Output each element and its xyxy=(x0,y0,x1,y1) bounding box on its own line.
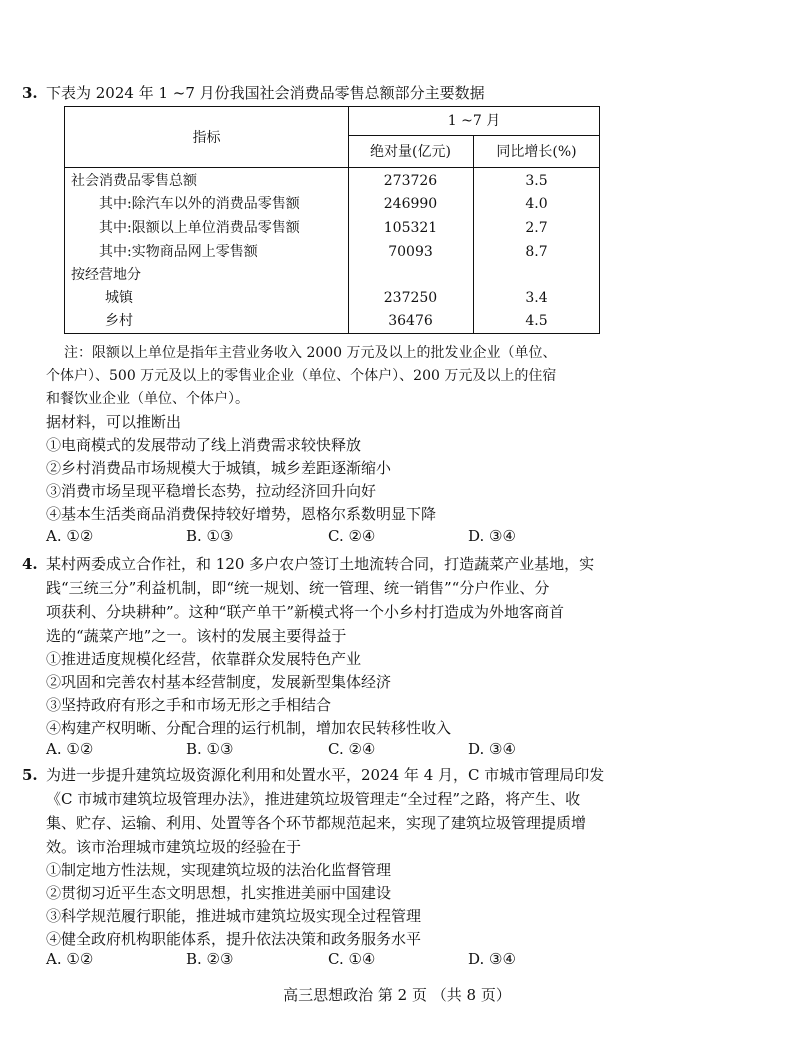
q4-text-line: 某村两委成立合作社，和 120 多户农户签订土地流转合同，打造蔬菜产业基地，实 xyxy=(46,555,595,573)
q4-text-line: 项获利、分块耕种”。这种“联产单干”新模式将一个小乡村打造成为外地客商首 xyxy=(46,603,565,621)
row-growth: 4.5 xyxy=(525,313,548,329)
row-value: 273726 xyxy=(383,173,438,189)
row-value: 246990 xyxy=(383,196,438,212)
row-growth: 2.7 xyxy=(525,220,548,236)
row-value: 237250 xyxy=(383,290,438,306)
row-label: 乡村 xyxy=(105,313,133,329)
row-label: 其中:限额以上单位消费品零售额 xyxy=(99,220,300,236)
row-label: 其中:除汽车以外的消费品零售额 xyxy=(99,196,300,212)
option-d[interactable]: D. ③④ xyxy=(468,527,516,545)
q5-item: ①制定地方性法规，实现建筑垃圾的法治化监督管理 xyxy=(46,861,392,879)
q4-item: ③坚持政府有形之手和市场无形之手相结合 xyxy=(46,696,332,714)
option-d[interactable]: D. ③④ xyxy=(468,740,516,758)
page-footer: 高三思想政治 第 2 页 （共 8 页） xyxy=(283,986,511,1004)
q5-options xyxy=(46,948,566,970)
note-line: 和餐饮业企业（单位、个体户）。 xyxy=(46,391,249,407)
row-label: 其中:实物商品网上零售额 xyxy=(99,244,258,260)
q4-item: ②巩固和完善农村基本经营制度，发展新型集体经济 xyxy=(46,673,392,691)
row-value: 105321 xyxy=(383,220,438,236)
q5-text-line: 为进一步提升建筑垃圾资源化利用和处置水平，2024 年 4 月，C 市城市管理局印发 xyxy=(46,766,605,784)
note-line: 注：限额以上单位是指年主营业务收入 2000 万元及以上的批发业企业（单位、 xyxy=(64,345,557,361)
row-label: 城镇 xyxy=(105,290,133,306)
option-b[interactable]: B. ①③ xyxy=(186,527,234,545)
q3-item: ②乡村消费品市场规模大于城镇，城乡差距逐渐缩小 xyxy=(46,459,392,477)
q5-text-line: 《C 市城市建筑垃圾管理办法》，推进建筑垃圾管理走“全过程”之路，将产生、收 xyxy=(46,790,581,808)
option-d[interactable]: D. ③④ xyxy=(468,950,516,968)
q5-item: ②贯彻习近平生态文明思想，扎实推进美丽中国建设 xyxy=(46,884,392,902)
retail-sales-table xyxy=(64,106,600,334)
q4-item: ④构建产权明晰、分配合理的运行机制，增加农民转移性收入 xyxy=(46,719,452,737)
option-c[interactable]: C. ②④ xyxy=(328,740,376,758)
option-a[interactable]: A. ①② xyxy=(46,950,94,968)
q3-stem: 据材料，可以推断出 xyxy=(46,413,182,431)
option-a[interactable]: A. ①② xyxy=(46,740,94,758)
option-a[interactable]: A. ①② xyxy=(46,527,94,545)
row-growth: 3.5 xyxy=(525,173,548,189)
row-label: 社会消费品零售总额 xyxy=(71,173,197,189)
q5-text-line: 效。该市治理城市建筑垃圾的经验在于 xyxy=(46,838,302,856)
table-divider-h2 xyxy=(65,167,599,168)
header-period: 1 ~7 月 xyxy=(447,113,501,129)
option-c[interactable]: C. ①④ xyxy=(328,950,376,968)
header-absolute: 绝对量(亿元) xyxy=(370,144,451,160)
row-growth: 3.4 xyxy=(525,290,548,306)
row-label: 按经营地分 xyxy=(71,267,141,283)
q3-item: ④基本生活类商品消费保持较好增势，恩格尔系数明显下降 xyxy=(46,505,437,523)
header-indicator: 指标 xyxy=(192,130,221,146)
q4-text-line: 践“三统三分”利益机制，即“统一规划、统一管理、统一销售”“分户作业、分 xyxy=(46,579,550,597)
q5-item: ③科学规范履行职能，推进城市建筑垃圾实现全过程管理 xyxy=(46,907,422,925)
table-divider-h1 xyxy=(348,135,599,136)
q5-number: 5. xyxy=(22,766,38,784)
header-growth: 同比增长(%) xyxy=(496,144,577,160)
row-value: 36476 xyxy=(388,313,433,329)
q3-number: 3. xyxy=(22,84,38,102)
q3-title: 下表为 2024 年 1 ~7 月份我国社会消费品零售总额部分主要数据 xyxy=(46,84,485,102)
q5-item: ④健全政府机构职能体系，提升依法决策和政务服务水平 xyxy=(46,930,422,948)
note-line: 个体户）、500 万元及以上的零售业企业（单位、个体户）、200 万元及以上的住宿 xyxy=(46,368,557,384)
option-c[interactable]: C. ②④ xyxy=(328,527,376,545)
row-growth: 4.0 xyxy=(525,196,548,212)
row-growth: 8.7 xyxy=(525,244,548,260)
q4-text-line: 选的“蔬菜产地”之一。该村的发展主要得益于 xyxy=(46,627,347,645)
q4-item: ①推进适度规模化经营，依靠群众发展特色产业 xyxy=(46,650,362,668)
q4-options xyxy=(46,738,566,760)
option-b[interactable]: B. ②③ xyxy=(186,950,234,968)
option-b[interactable]: B. ①③ xyxy=(186,740,234,758)
q4-number: 4. xyxy=(22,555,38,573)
q3-item: ③消费市场呈现平稳增长态势，拉动经济回升向好 xyxy=(46,482,377,500)
row-value: 70093 xyxy=(388,244,433,260)
q3-options xyxy=(46,525,566,547)
q3-item: ①电商模式的发展带动了线上消费需求较快释放 xyxy=(46,436,362,454)
q5-text-line: 集、贮存、运输、利用、处置等各个环节都规范起来，实现了建筑垃圾管理提质增 xyxy=(46,814,587,832)
